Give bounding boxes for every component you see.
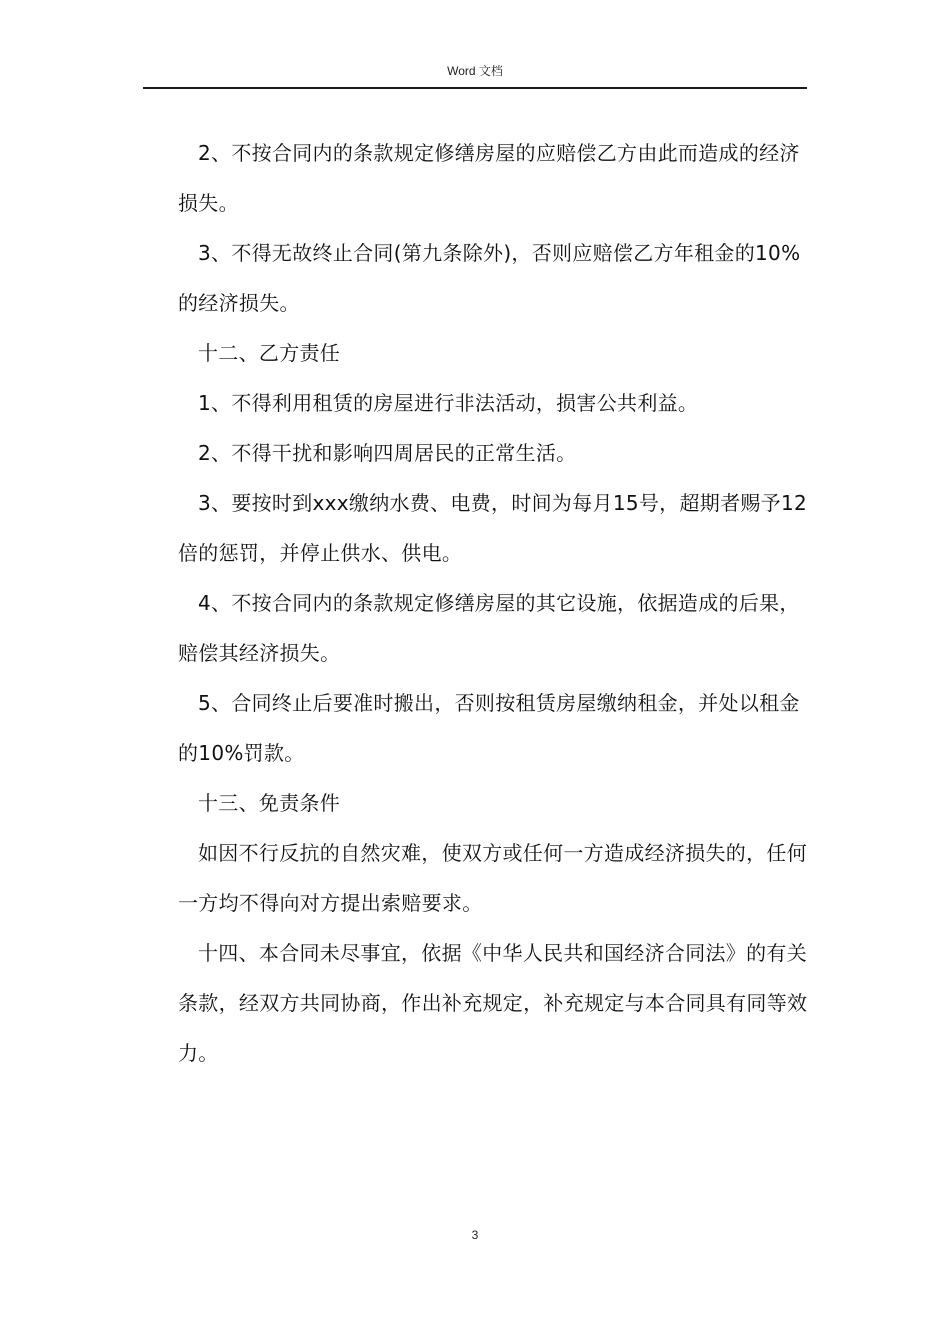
section-heading-exemption: 十三、免责条件 — [198, 791, 341, 815]
paragraph-tenant-duty-4: 4、不按合同内的条款规定修缮房屋的其它设施，依据造成的后果，赔偿其经济损失。 — [178, 591, 800, 665]
page-header-title: Word 文档 — [447, 64, 503, 78]
paragraph-exemption: 如因不行反抗的自然灾难，使双方或任何一方造成经济损失的，任何一方均不得向对方提出索赔要求。 — [178, 841, 807, 915]
paragraph-tenant-duty-2: 2、不得干扰和影响四周居民的正常生活。 — [198, 441, 577, 465]
paragraph-tenant-duty-3: 3、要按时到xxx缴纳水费、电费，时间为每月15号，超期者赐予12倍的惩罚，并停止供水、供电。 — [178, 491, 808, 565]
paragraph-supplementary-terms: 十四、本合同未尽事宜，依据《中华人民共和国经济合同法》的有关条款，经双方共同协商，作出补充规定，补充规定与本合同具有同等效力。 — [178, 941, 808, 1065]
paragraph-tenant-duty-1: 1、不得利用租赁的房屋进行非法活动，损害公共利益。 — [198, 391, 699, 415]
paragraph-landlord-duty-3: 3、不得无故终止合同(第九条除外)，否则应赔偿乙方年租金的10%的经济损失。 — [178, 241, 801, 315]
section-heading-tenant-duties: 十二、乙方责任 — [198, 341, 341, 365]
page-number: 3 — [471, 1228, 479, 1242]
paragraph-landlord-duty-2: 2、不按合同内的条款规定修缮房屋的应赔偿乙方由此而造成的经济损失。 — [178, 141, 800, 215]
header-divider — [143, 87, 807, 89]
paragraph-tenant-duty-5: 5、合同终止后要准时搬出，否则按租赁房屋缴纳租金，并处以租金的10%罚款。 — [178, 691, 800, 765]
document-body — [178, 128, 810, 1078]
